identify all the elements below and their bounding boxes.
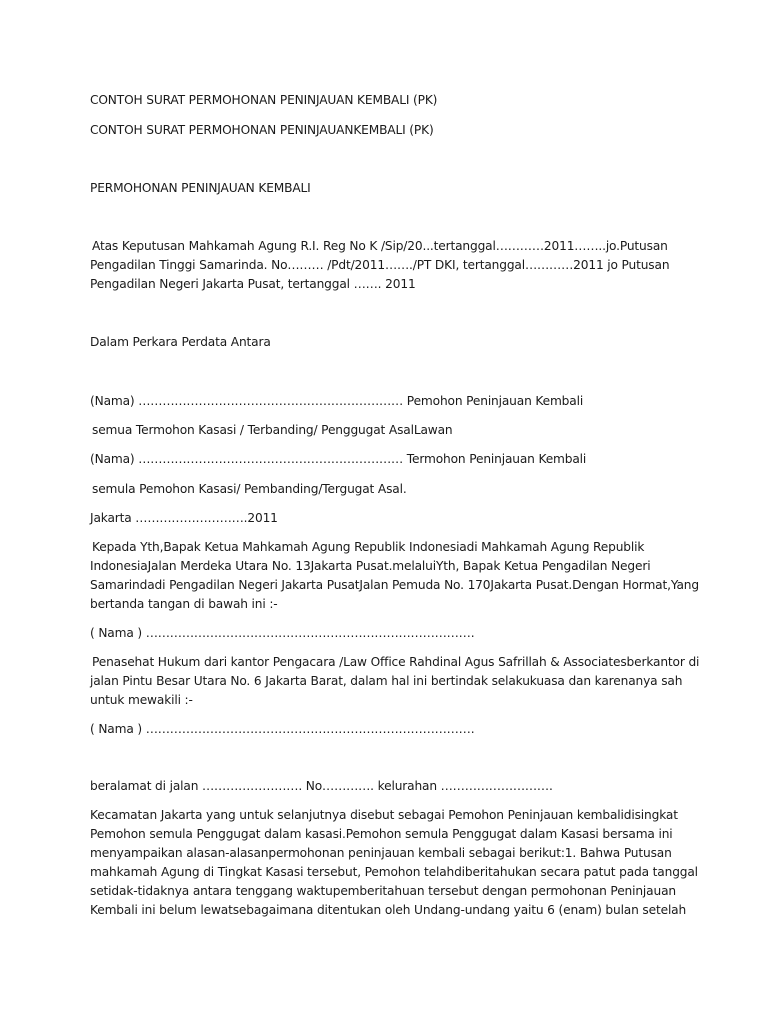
nama-line: ( Nama ) ………………………………………………………………………. [90, 722, 475, 736]
jakarta-date-line: Jakarta ……………………….2011 [90, 511, 278, 525]
paragraph-line: Atas Keputusan Mahkamah Agung R.I. Reg No K /Sip/20...tertanggal…………2011……..jo.Putusan [92, 239, 668, 253]
paragraph-line: Penasehat Hukum dari kantor Pengacara /Law Office Rahdinal Agus Safrillah & Associatesberkantor di [92, 655, 700, 669]
beralamat-line: beralamat di jalan ……………………. No…………. kelurahan ………………………. [90, 779, 553, 793]
document-heading-2: CONTOH SURAT PERMOHONAN PENINJAUANKEMBALI (PK) [90, 123, 434, 137]
paragraph-line: Pengadilan Tinggi Samarinda. No……… /Pdt/2011……./PT DKI, tertanggal…………2011 jo Putusan [90, 258, 670, 272]
paragraph-line: menyampaikan alasan-alasanpermohonan peninjauan kembali sebagai berikut:1. Bahwa Putusan [90, 846, 672, 860]
perkara-line: Dalam Perkara Perdata Antara [90, 335, 271, 349]
document-heading-1: CONTOH SURAT PERMOHONAN PENINJAUAN KEMBALI (PK) [90, 93, 438, 107]
nama-line: ( Nama ) ………………………………………………………………………. [90, 626, 475, 640]
paragraph-line: Pemohon semula Penggugat dalam kasasi.Pemohon semula Penggugat dalam Kasasi bersama ini [90, 827, 673, 841]
termohon-line: (Nama) ………………………………………………………… Termohon Peninjauan Kembali [90, 452, 587, 466]
paragraph-line: Samarindadi Pengadilan Negeri Jakarta PusatJalan Pemuda No. 170Jakarta Pusat.Dengan Hormat,Yang [90, 578, 699, 592]
document-heading-3: PERMOHONAN PENINJAUAN KEMBALI [90, 181, 311, 195]
paragraph-line: Kecamatan Jakarta yang untuk selanjutnya disebut sebagai Pemohon Peninjauan kembalidisingkat [90, 808, 678, 822]
paragraph-line: Kepada Yth,Bapak Ketua Mahkamah Agung Republik Indonesiadi Mahkamah Agung Republik [92, 540, 645, 554]
semua-termohon-line: semua Termohon Kasasi / Terbanding/ Penggugat AsalLawan [92, 423, 453, 437]
paragraph-line: mahkamah Agung di Tingkat Kasasi tersebut, Pemohon telahdiberitahukan secara patut pada tanggal [90, 865, 698, 879]
pemohon-line: (Nama) ………………………………………………………… Pemohon Peninjauan Kembali [90, 394, 584, 408]
paragraph-line: Kembali ini belum lewatsebagaimana ditentukan oleh Undang-undang yaitu 6 (enam) bulan setelah [90, 903, 687, 917]
paragraph-line: IndonesiaJalan Merdeka Utara No. 13Jakarta Pusat.melaluiYth, Bapak Ketua Pengadilan Negeri [90, 559, 651, 573]
paragraph-line: Pengadilan Negeri Jakarta Pusat, tertanggal ……. 2011 [90, 277, 416, 291]
paragraph-line: bertanda tangan di bawah ini :- [90, 597, 278, 611]
paragraph-line: setidak-tidaknya antara tenggang waktupemberitahuan tersebut dengan permohonan Peninjauan [90, 884, 676, 898]
paragraph-line: untuk mewakili :- [90, 693, 193, 707]
semula-pemohon-line: semula Pemohon Kasasi/ Pembanding/Tergugat Asal. [92, 482, 407, 496]
paragraph-line: jalan Pintu Besar Utara No. 6 Jakarta Barat, dalam hal ini bertindak selakukuasa dan karenanya sah [90, 674, 683, 688]
